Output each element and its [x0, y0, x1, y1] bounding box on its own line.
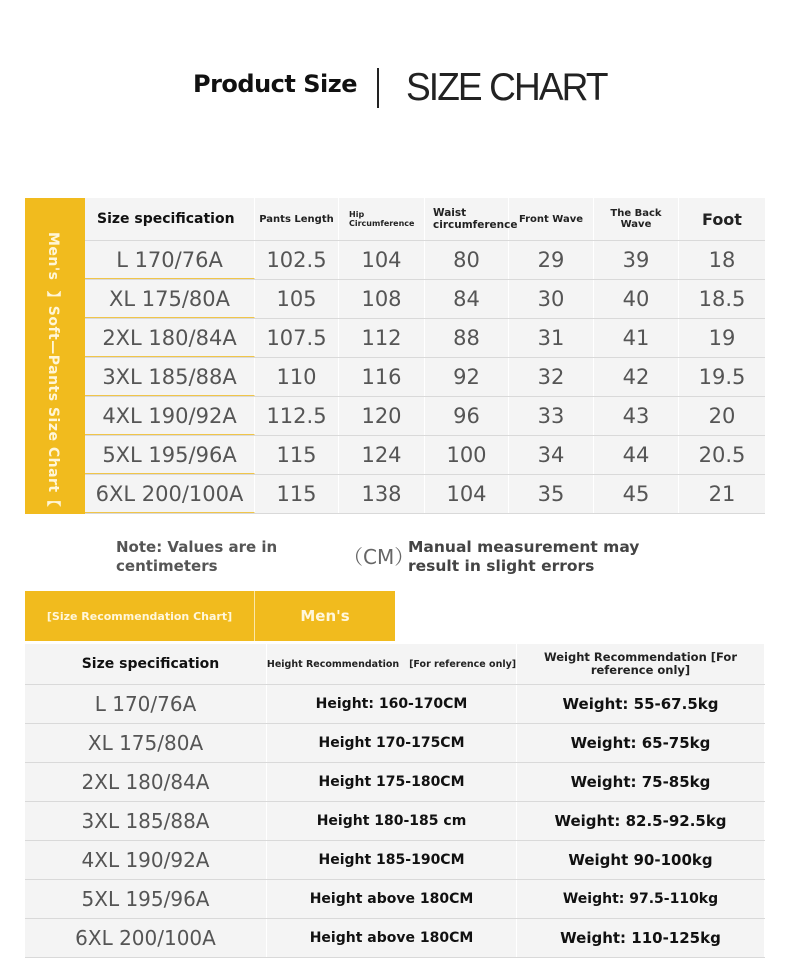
- cell-waist: 88: [425, 319, 509, 357]
- cell-back-wave: 44: [594, 436, 679, 474]
- cell-size: 2XL 180/84A: [85, 319, 255, 357]
- gender-tab: Men's: [255, 591, 395, 641]
- cell-size: XL 175/80A: [25, 724, 267, 762]
- table-row: [85, 319, 765, 358]
- cell-front-wave: 35: [509, 475, 594, 513]
- cell-size: L 170/76A: [25, 685, 267, 723]
- cell-size: 5XL 195/96A: [25, 880, 267, 918]
- table-row: [85, 241, 765, 280]
- side-label-banner: [25, 198, 85, 514]
- table-row: [85, 436, 765, 475]
- size-chart-title: SIZE CHART: [406, 66, 607, 109]
- cell-foot: 19: [708, 326, 736, 350]
- cell-front-wave: 32: [509, 358, 594, 396]
- cell-hip: 138: [339, 475, 425, 513]
- cell-size: 3XL 185/88A: [85, 358, 255, 396]
- table-row: [25, 724, 765, 763]
- cell-weight: Weight: 55-67.5kg: [517, 685, 765, 723]
- cell-waist: 100: [425, 436, 509, 474]
- cell-height: Height 185-190CM: [267, 841, 517, 879]
- cell-back-wave: 39: [594, 241, 679, 279]
- cell-size: 2XL 180/84A: [25, 763, 267, 801]
- cell-hip: 108: [339, 280, 425, 318]
- cell-waist: 80: [425, 241, 509, 279]
- cell-hip: 112: [339, 319, 425, 357]
- cell-size: L 170/76A: [85, 241, 255, 279]
- cell-size: 6XL 200/100A: [25, 919, 267, 957]
- col-header-size: Size specification: [85, 198, 255, 240]
- measurement-table: [25, 198, 765, 514]
- cell-weight: Weight: 110-125kg: [517, 919, 765, 957]
- cell-size: 5XL 195/96A: [85, 436, 255, 474]
- measurement-grid: [85, 198, 765, 514]
- cell-hip: 116: [339, 358, 425, 396]
- cell-foot: 18.5: [698, 287, 746, 311]
- cell-waist: 92: [425, 358, 509, 396]
- error-note: Manual measurement may result in slight errors: [408, 538, 640, 575]
- cell-front-wave: 31: [509, 319, 594, 357]
- col-header-height: Height Recommendation [For reference only]: [267, 644, 517, 684]
- recommendation-table: [25, 644, 765, 958]
- table-row: [25, 919, 765, 958]
- cell-back-wave: 45: [594, 475, 679, 513]
- cell-pants-length: 112.5: [255, 397, 339, 435]
- cell-back-wave: 41: [594, 319, 679, 357]
- col-header-front-wave: Front Wave: [509, 198, 594, 240]
- table-row: [85, 397, 765, 436]
- table-header-row: [85, 198, 765, 241]
- recommendation-chart-tab: [Size Recommendation Chart]: [25, 591, 255, 641]
- cell-pants-length: 115: [255, 436, 339, 474]
- cell-size: 3XL 185/88A: [25, 802, 267, 840]
- cell-back-wave: 40: [594, 280, 679, 318]
- title-divider: [377, 68, 379, 108]
- table-row: [25, 685, 765, 724]
- cell-size: 4XL 190/92A: [25, 841, 267, 879]
- cell-size: 6XL 200/100A: [85, 475, 255, 513]
- cell-pants-length: 110: [255, 358, 339, 396]
- cell-hip: 120: [339, 397, 425, 435]
- cell-pants-length: 115: [255, 475, 339, 513]
- table-row: [25, 880, 765, 919]
- cell-hip: 124: [339, 436, 425, 474]
- table-row: [25, 841, 765, 880]
- cell-waist: 96: [425, 397, 509, 435]
- col-header-waist: Waist circumference: [425, 198, 509, 240]
- cell-front-wave: 30: [509, 280, 594, 318]
- unit-label: （CM）: [343, 545, 415, 569]
- cell-foot: 19.5: [698, 365, 746, 389]
- cell-height: Height 180-185 cm: [267, 802, 517, 840]
- table-row: [25, 763, 765, 802]
- col-header-size: Size specification: [25, 644, 267, 684]
- cell-foot: 20.5: [698, 443, 746, 467]
- cell-size: XL 175/80A: [85, 280, 255, 318]
- cell-pants-length: 105: [255, 280, 339, 318]
- table-header-row: [25, 644, 765, 685]
- cell-waist: 84: [425, 280, 509, 318]
- cell-front-wave: 34: [509, 436, 594, 474]
- notes-section: [0, 536, 790, 586]
- cell-weight: Weight: 75-85kg: [517, 763, 765, 801]
- unit-note: Note: Values are in centimeters: [116, 538, 278, 575]
- col-header-pants-length: Pants Length: [255, 198, 339, 240]
- cell-foot: 18: [708, 248, 736, 272]
- table-row: [85, 475, 765, 514]
- cell-weight: Weight: 82.5-92.5kg: [517, 802, 765, 840]
- cell-height: Height: 160-170CM: [267, 685, 517, 723]
- cell-back-wave: 42: [594, 358, 679, 396]
- cell-front-wave: 33: [509, 397, 594, 435]
- product-size-title: Product Size: [193, 70, 357, 98]
- cell-weight: Weight 90-100kg: [517, 841, 765, 879]
- cell-height: Height above 180CM: [267, 880, 517, 918]
- cell-height: Height 170-175CM: [267, 724, 517, 762]
- cell-front-wave: 29: [509, 241, 594, 279]
- cell-hip: 104: [339, 241, 425, 279]
- cell-foot: 20: [708, 404, 736, 428]
- cell-pants-length: 107.5: [255, 319, 339, 357]
- col-header-foot: Foot: [702, 209, 742, 229]
- side-label: Men's 】Soft—Pants Size Chart【: [45, 232, 61, 508]
- col-header-hip: Hip Circumference: [339, 198, 425, 240]
- cell-size: 4XL 190/92A: [85, 397, 255, 435]
- cell-foot: 21: [708, 482, 736, 506]
- recommendation-header: [25, 591, 395, 641]
- table-row: [85, 358, 765, 397]
- cell-waist: 104: [425, 475, 509, 513]
- cell-weight: Weight: 97.5-110kg: [517, 880, 765, 918]
- col-header-weight: Weight Recommendation [For reference only]: [517, 644, 765, 684]
- cell-back-wave: 43: [594, 397, 679, 435]
- cell-weight: Weight: 65-75kg: [517, 724, 765, 762]
- cell-pants-length: 102.5: [255, 241, 339, 279]
- table-row: [85, 280, 765, 319]
- page-header: [0, 62, 790, 112]
- cell-height: Height 175-180CM: [267, 763, 517, 801]
- table-row: [25, 802, 765, 841]
- cell-height: Height above 180CM: [267, 919, 517, 957]
- col-header-back-wave: The Back Wave: [594, 198, 679, 240]
